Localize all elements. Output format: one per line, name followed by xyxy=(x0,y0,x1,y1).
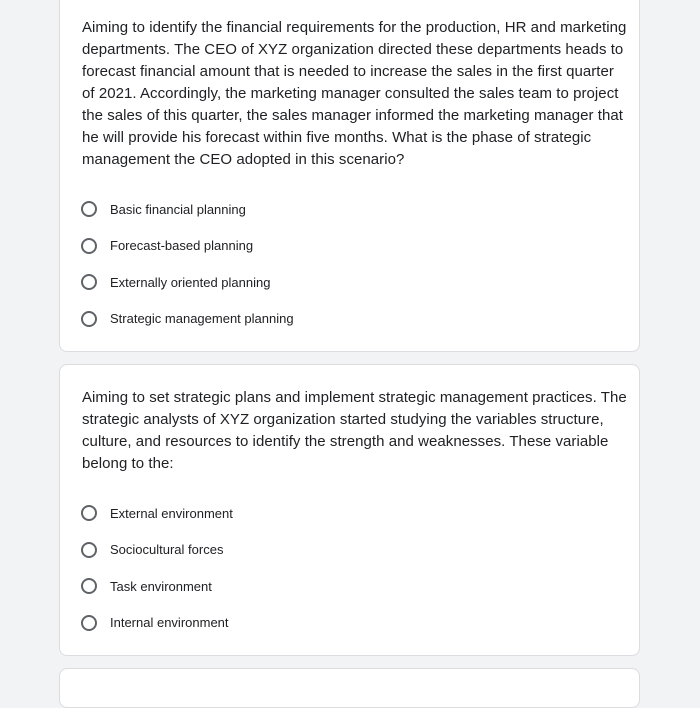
option-label: Sociocultural forces xyxy=(110,542,224,558)
option-internal-environment[interactable] xyxy=(81,605,233,642)
radio-button[interactable] xyxy=(81,578,97,594)
option-label: Strategic management planning xyxy=(110,311,294,327)
option-label: Forecast-based planning xyxy=(110,238,254,254)
radio-button[interactable] xyxy=(81,238,97,254)
radio-button[interactable] xyxy=(81,615,97,631)
option-label: Externally oriented planning xyxy=(110,274,271,290)
option-strategic-management-planning[interactable] xyxy=(81,301,294,338)
radio-button[interactable] xyxy=(81,274,97,290)
option-task-environment[interactable] xyxy=(81,568,233,605)
option-list xyxy=(81,495,233,641)
option-list xyxy=(81,191,294,337)
radio-button[interactable] xyxy=(81,201,97,217)
question-card-3 xyxy=(59,668,640,708)
radio-button[interactable] xyxy=(81,505,97,521)
radio-button[interactable] xyxy=(81,311,97,327)
option-sociocultural-forces[interactable] xyxy=(81,532,233,569)
option-label: Basic financial planning xyxy=(110,201,246,217)
question-card-1 xyxy=(59,0,640,352)
option-label: Task environment xyxy=(110,578,212,594)
question-text: Aiming to set strategic plans and implement strategic management practices. The strategic analysts of XYZ organization started studying the variables structure, culture, and resources to identify the strength and weaknesses. These variable belong to the: xyxy=(82,389,627,472)
option-label: External environment xyxy=(110,505,233,521)
option-label: Internal environment xyxy=(110,615,229,631)
option-forecast-based-planning[interactable] xyxy=(81,228,294,265)
option-externally-oriented-planning[interactable] xyxy=(81,264,294,301)
option-external-environment[interactable] xyxy=(81,495,233,532)
radio-button[interactable] xyxy=(81,542,97,558)
question-card-2 xyxy=(59,364,640,656)
question-text: Aiming to identify the financial requirements for the production, HR and marketing departments. The CEO of XYZ organization directed these departments heads to forecast financial amount that is needed to increase the sales in the first quarter of 2021. Accordingly, the marketing manager consulted the sales team to project the sales of this quarter, the sales manager informed the marketing manager that he will provide his forecast within five months. What is the phase of strategic management the CEO adopted in this scenario? xyxy=(82,19,627,168)
option-basic-financial-planning[interactable] xyxy=(81,191,294,228)
